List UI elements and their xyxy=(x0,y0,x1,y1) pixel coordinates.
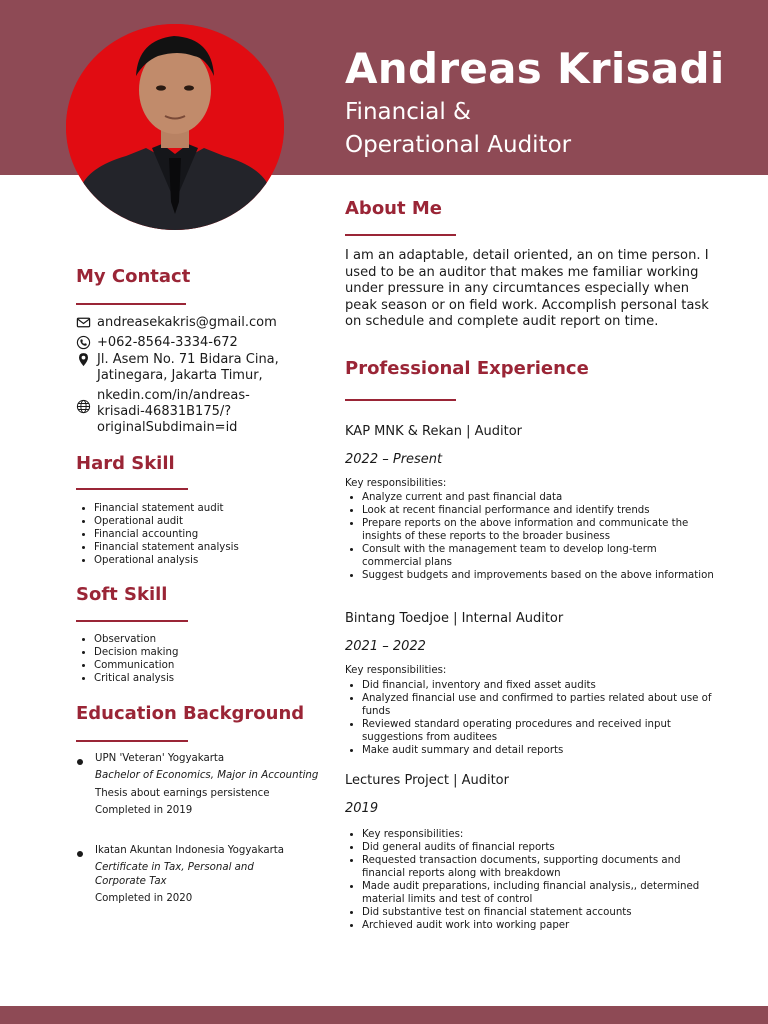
list-item: • Key responsibilities: xyxy=(362,828,715,841)
soft-skill-heading: Soft Skill xyxy=(76,584,168,605)
section-divider xyxy=(76,620,188,622)
list-item: • Reviewed standard operating procedures and received input suggestions from auditees xyxy=(362,718,715,744)
list-item: • Operational analysis xyxy=(94,554,239,567)
footer-band xyxy=(0,1006,768,1024)
about-heading: About Me xyxy=(345,198,442,219)
list-item: • Did substantive test on financial statement accounts xyxy=(362,906,715,919)
list-item: • Suggest budgets and improvements based on the above information xyxy=(362,569,715,582)
phone-text: +062-8564-3334-672 xyxy=(97,335,238,350)
responsibility-list xyxy=(345,679,715,757)
education-degree: Corporate Tax xyxy=(95,876,167,887)
list-item: • Financial statement audit xyxy=(94,502,239,515)
section-divider xyxy=(345,399,456,401)
address-line: Jl. Asem No. 71 Bidara Cina, xyxy=(97,352,279,367)
location-pin-icon xyxy=(76,352,92,368)
education-completed: Completed in 2020 xyxy=(95,893,193,904)
responsibility-list xyxy=(345,828,715,932)
contact-email[interactable] xyxy=(76,315,277,331)
job-role xyxy=(345,96,571,162)
education-degree: Bachelor of Economics, Major in Accounting xyxy=(95,770,319,781)
education-completed: Completed in 2019 xyxy=(95,805,193,816)
list-item: • Operational audit xyxy=(94,515,239,528)
job-date: 2019 xyxy=(345,801,379,816)
list-item: • Financial accounting xyxy=(94,528,239,541)
soft-skill-list xyxy=(76,633,178,685)
list-item: • Analyzed financial use and confirmed to parties related about use of funds xyxy=(362,692,715,718)
mail-icon xyxy=(76,315,92,331)
job-date: 2022 – Present xyxy=(345,452,443,467)
hard-skill-heading: Hard Skill xyxy=(76,453,175,474)
job-role-line: Financial & xyxy=(345,99,471,125)
experience-heading: Professional Experience xyxy=(345,358,589,379)
section-divider xyxy=(76,488,188,490)
person-name: Andreas Krisadi xyxy=(345,44,725,93)
job-date: 2021 – 2022 xyxy=(345,639,426,654)
contact-website[interactable] xyxy=(76,388,250,436)
list-item: • Analyze current and past financial data xyxy=(362,491,715,504)
section-divider xyxy=(76,740,188,742)
list-item: • Did financial, inventory and fixed asset audits xyxy=(362,679,715,692)
list-item: • Did general audits of financial reports xyxy=(362,841,715,854)
bullet-dot xyxy=(77,759,83,765)
section-divider xyxy=(345,234,456,236)
list-item: • Made audit preparations, including financial analysis,, determined material limits and test of control xyxy=(362,880,715,906)
job-title: Bintang Toedjoe | Internal Auditor xyxy=(345,611,564,626)
phone-icon xyxy=(76,335,92,351)
website-line: nkedin.com/in/andreas- xyxy=(97,388,250,403)
email-text: andreasekakris@gmail.com xyxy=(97,315,277,330)
about-text: I am an adaptable, detail oriented, an on time person. I used to be an auditor that makes me familiar working under pressure in any circumtances especially when peak season or on field work. Accomplish personal task on schedule and complete audit report on time. xyxy=(345,248,709,329)
contact-phone[interactable] xyxy=(76,335,238,351)
job-role-line: Operational Auditor xyxy=(345,132,572,158)
education-heading: Education Background xyxy=(76,703,305,724)
website-line: krisadi-46831B175/? xyxy=(97,404,232,419)
list-item: • Prepare reports on the above information and communicate the insights of these reports to the broader business xyxy=(362,517,715,543)
website-line: originalSubdimain=id xyxy=(97,420,238,435)
list-item: • Archieved audit work into working paper xyxy=(362,919,715,932)
responsibilities-label: Key responsibilities: xyxy=(345,665,447,676)
job-title: Lectures Project | Auditor xyxy=(345,773,509,788)
responsibilities-label: Key responsibilities: xyxy=(345,478,447,489)
globe-icon xyxy=(76,399,92,415)
job-title: KAP MNK & Rekan | Auditor xyxy=(345,424,523,439)
section-divider xyxy=(76,303,186,305)
list-item: • Financial statement analysis xyxy=(94,541,239,554)
list-item: • Look at recent financial performance and identify trends xyxy=(362,504,715,517)
address-line: Jatinegara, Jakarta Timur, xyxy=(97,368,263,383)
education-degree: Certificate in Tax, Personal and xyxy=(95,862,254,873)
education-thesis: Thesis about earnings persistence xyxy=(95,788,270,799)
list-item: • Communication xyxy=(94,659,178,672)
education-school: UPN 'Veteran' Yogyakarta xyxy=(95,753,225,764)
bullet-dot xyxy=(77,851,83,857)
education-school: Ikatan Akuntan Indonesia Yogyakarta xyxy=(95,845,285,856)
list-item: • Observation xyxy=(94,633,178,646)
list-item: • Consult with the management team to develop long-term commercial plans xyxy=(362,543,715,569)
person-portrait-icon xyxy=(66,24,284,230)
contact-heading: My Contact xyxy=(76,266,191,287)
profile-photo xyxy=(66,24,284,230)
responsibility-list xyxy=(345,491,715,582)
list-item: • Make audit summary and detail reports xyxy=(362,744,715,757)
list-item: • Requested transaction documents, supporting documents and financial reports along with breakdown xyxy=(362,854,715,880)
hard-skill-list xyxy=(76,502,239,567)
contact-address xyxy=(76,352,279,384)
list-item: • Critical analysis xyxy=(94,672,178,685)
list-item: • Decision making xyxy=(94,646,178,659)
